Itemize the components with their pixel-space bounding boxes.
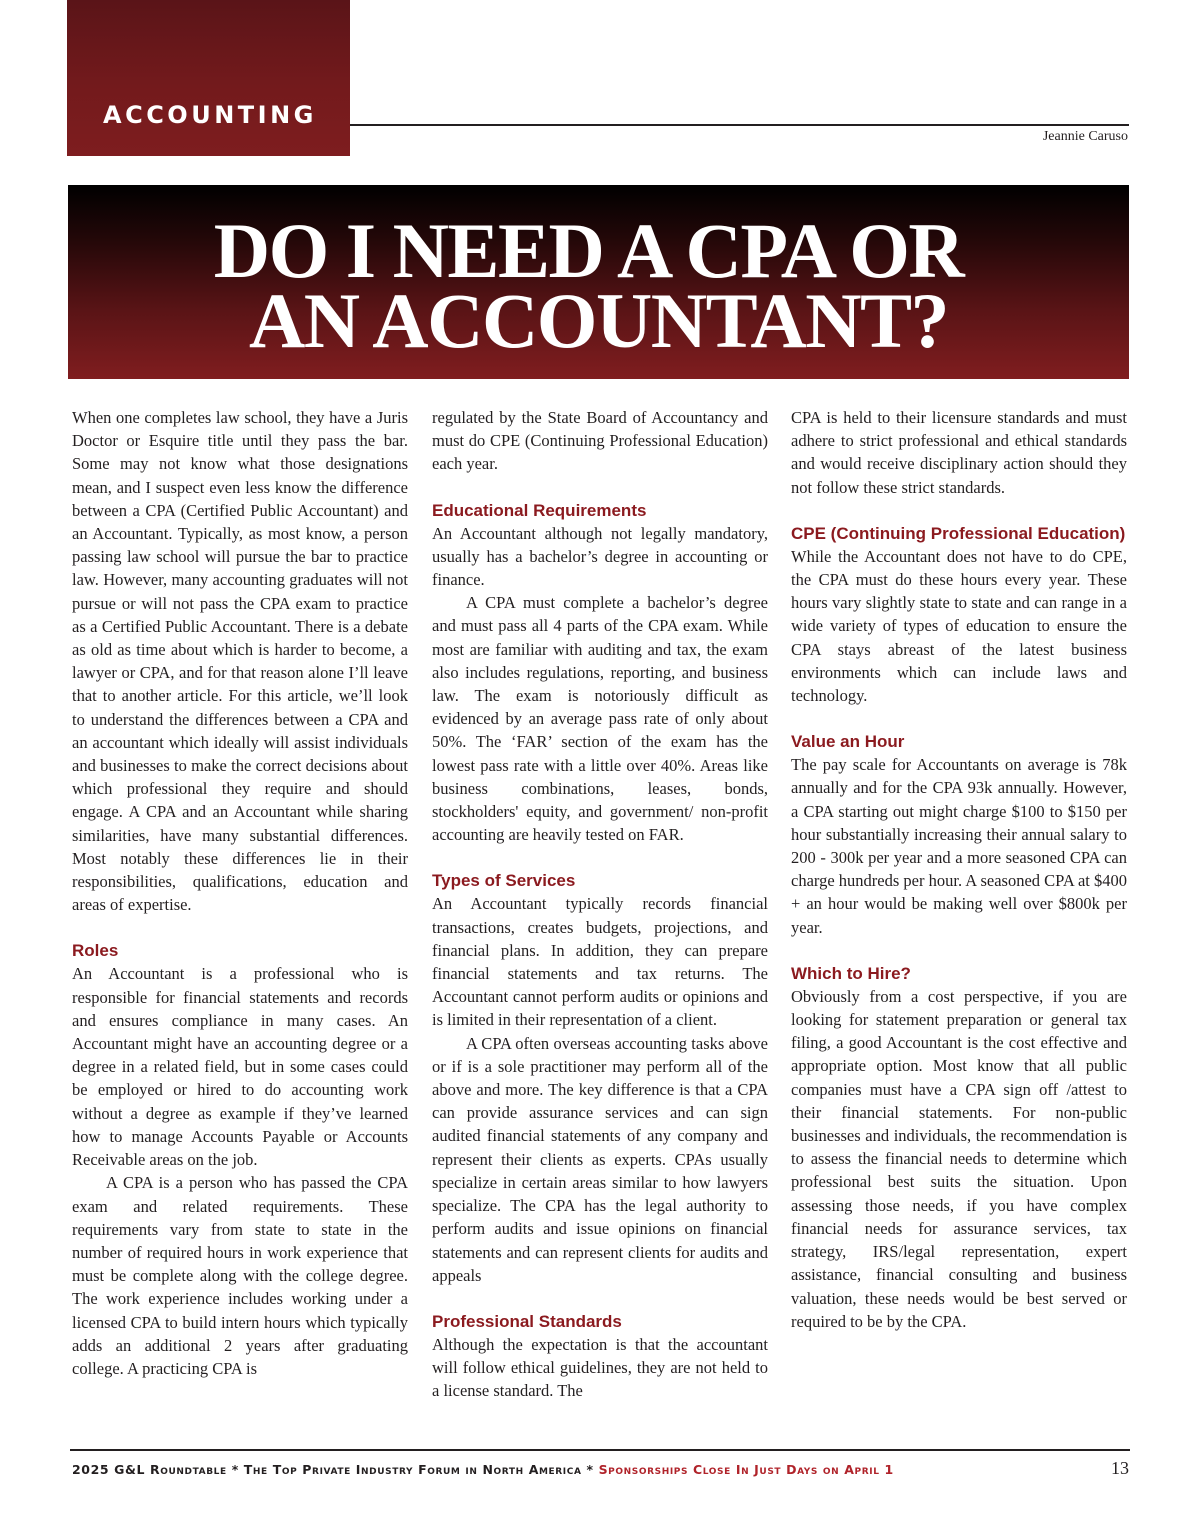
article-column-3	[791, 406, 1127, 1333]
education-paragraph-2: A CPA must complete a bachelor’s degree and must pass all 4 parts of the CPA exam. While most are familiar with auditing and tax, the exam also includes regulations, reporting, and business law. The exam is notoriously difficult as evidenced by an average pass rate of only about 50%. The ‘FAR’ section of the exam has the lowest pass rate with a little over 40%. Areas like business combinations, leases, bonds, stockholders' equity, and government/ non-profit accounting are heavily tested on FAR.	[432, 593, 768, 845]
continued-paragraph: regulated by the State Board of Accountancy and must do CPE (Continuing Professional Education) each year.	[432, 408, 768, 474]
intro-paragraph: When one completes law school, they have a Juris Doctor or Esquire title until they pass the bar. Some may not know what those designations mean, and I suspect even less know the difference between a CPA (Certified Public Accountant) and an Accountant. Typically, as most know, a person passing law school will pursue the bar to practice law. However, many accounting graduates will not pursue or will not pass the CPA exam to practice as a Certified Public Accountant. There is a debate as old as time about which is harder to become, a lawyer or CPA, and for that reason alone I’ll leave that to another article. For this article, we’ll look to understand the differences between a CPA and an accountant which ideally will assist individuals and businesses to make the correct decisions about which professional they require and should engage. A CPA and an Accountant while sharing similarities, have many substantial differences. Most notably these differences lie in their responsibilities, qualifications, education and areas of expertise.	[72, 408, 408, 915]
section-heading-roles: Roles	[72, 941, 119, 961]
education-paragraph-1: An Accountant although not legally mandatory, usually has a bachelor’s degree in accounting or finance.	[432, 523, 768, 590]
article-title-line-2: AN ACCOUNTANT?	[248, 277, 949, 364]
section-tab	[67, 0, 350, 156]
footer-event-text: 2025 G&L Roundtable * The Top Private Industry Forum in North America *	[72, 1462, 599, 1477]
roles-paragraph-2: A CPA is a person who has passed the CPA exam and related requirements. These requirements vary from state to state in the number of required hours in work experience that must be complete along with the college degree. The work experience includes working under a licensed CPA to build intern hours which typically adds an additional 2 years after graduating college. A practicing CPA is	[72, 1173, 408, 1378]
section-heading-professional-standards: Professional Standards	[432, 1311, 622, 1331]
section-label: ACCOUNTING	[103, 101, 317, 129]
footer-rule	[70, 1449, 1130, 1451]
hire-paragraph-1: Obviously from a cost perspective, if you are looking for statement preparation or general tax filing, a good Accountant is the cost effective and appropriate option. Most know that all public companies must have a CPA sign off /attest to their financial statements. For non-public businesses and individuals, the recommendation is to assess the financial needs to determine which professional best suits the situation. Upon assessing those needs, if you have complex financial needs for assurance services, tax strategy, IRS/legal representation, expert assistance, financial consulting and business valuation, these needs would be best served or required to be by the CPA.	[791, 986, 1127, 1331]
section-heading-educational-requirements: Educational Requirements	[432, 500, 647, 520]
page-number: 13	[1111, 1458, 1129, 1478]
cpe-paragraph-1: While the Accountant does not have to do CPE, the CPA must do these hours every year. These hours vary slightly state to state and can range in a wide variety of types of education to ensure the CPA stays abreast of the latest business environments which can include laws and technology.	[791, 546, 1127, 706]
section-heading-types-of-services: Types of Services	[432, 871, 576, 891]
author-byline: Jeannie Caruso	[1042, 129, 1128, 144]
article-title-line-1: DO I NEED A CPA OR	[213, 207, 964, 294]
article-column-2	[432, 406, 768, 1403]
footer-sponsorship-note: Sponsorships Close In Just Days on April 1	[598, 1462, 894, 1477]
standards-paragraph-1: Although the expectation is that the accountant will follow ethical guidelines, they are not held to a license standard. The	[432, 1334, 768, 1401]
section-heading-which-to-hire: Which to Hire?	[791, 963, 911, 983]
footer-banner	[72, 1462, 1122, 1477]
roles-paragraph-1: An Accountant is a professional who is responsible for financial statements and records and ensures compliance in many cases. An Accountant might have an accounting degree or a degree in a related field, but in some cases could be employed or hired to do accounting work without a degree as example if they’ve learned how to manage Accounts Payable or Accounts Receivable areas on the job.	[72, 964, 408, 1170]
section-heading-cpe: CPE (Continuing Professional Education)	[791, 523, 1126, 543]
services-paragraph-1: An Accountant typically records financial transactions, creates budgets, projections, and financial plans. In addition, they can prepare financial statements and tax returns. The Accountant cannot perform audits or opinions and is limited in their representation of a client.	[432, 894, 768, 1030]
continued-paragraph: CPA is held to their licensure standards and must adhere to strict professional and ethical standards and would receive disciplinary action should they not follow these strict standards.	[791, 408, 1127, 497]
article-column-1	[72, 406, 408, 1380]
header-rule	[350, 124, 1129, 126]
section-heading-value-an-hour: Value an Hour	[791, 732, 905, 752]
services-paragraph-2: A CPA often overseas accounting tasks above or if is a sole practitioner may perform all of the above and more. The key difference is that a CPA can provide assurance services and can sign audited financial statements of any company and represent their clients as experts. CPAs usually specialize in certain areas similar to how lawyers specialize. The CPA has the legal authority to perform audits and issue opinions on financial statements and can represent clients for audits and appeals	[432, 1033, 768, 1285]
value-paragraph-1: The pay scale for Accountants on average is 78k annually and for the CPA 93k annually. However, a CPA starting out might charge $100 to $150 per hour substantially increasing their annual salary to 200 - 300k per year and a more seasoned CPA can charge hundreds per hour. A seasoned CPA at $400 + an hour would be making well over $800k per year.	[791, 755, 1127, 937]
title-banner	[68, 185, 1129, 379]
